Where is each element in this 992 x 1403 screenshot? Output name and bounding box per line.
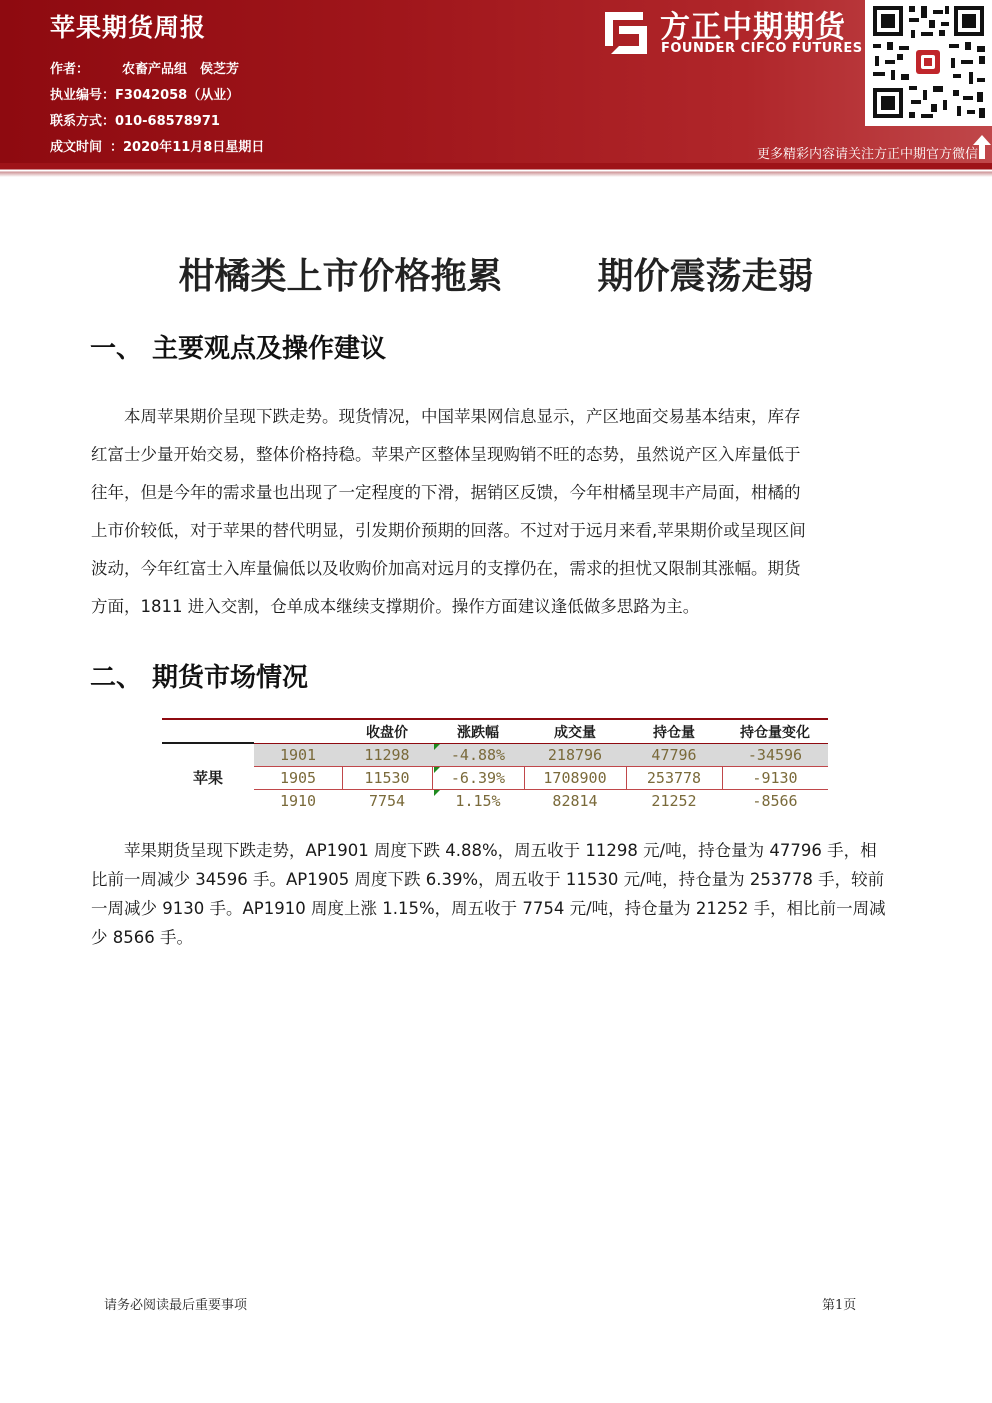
logo-chinese-name: 方正中期期货 xyxy=(660,10,846,45)
paragraph-line: 少 8566 手。 xyxy=(91,928,193,947)
table-cell-change: 1.15% xyxy=(455,792,501,810)
table-col-rule xyxy=(432,767,433,789)
paragraph-line: 波动，今年红富士入库量偏低以及收购价加高对远月的支撑仍在，需求的担忧又限制其涨幅。期货 xyxy=(91,559,801,578)
arrow-up-icon xyxy=(972,133,992,161)
header-divider xyxy=(0,163,992,177)
table-cell-close: 7754 xyxy=(368,792,406,810)
paragraph-line: 上市价较低，对于苹果的替代明显，引发期价预期的回落。不过对于远月来看,苹果期价或呈现区间 xyxy=(91,521,806,540)
table-cell-oi-change: -8566 xyxy=(752,792,798,810)
meta-contact xyxy=(50,110,220,129)
qr-code-icon xyxy=(865,0,992,126)
header-banner xyxy=(0,0,992,163)
section2-title: 期货市场情况 xyxy=(152,663,309,693)
paragraph-line: 比前一周减少 34596 手。AP1905 周度下跌 6.39%，周五收于 11530 元/吨，持仓量为 253778 手，较前 xyxy=(91,870,885,889)
page-title xyxy=(0,248,992,299)
section2-heading xyxy=(90,657,308,694)
page-number: 第1页 xyxy=(822,1298,857,1313)
meta-author xyxy=(50,58,239,77)
table-cell-volume: 82814 xyxy=(552,792,598,810)
follow-wechat-text: 更多精彩内容请关注方正中期官方微信 xyxy=(756,147,978,162)
table-cell-open-interest: 47796 xyxy=(651,746,697,764)
table-col-rule xyxy=(722,767,723,789)
table-cell-oi-change: -9130 xyxy=(752,769,798,787)
table-header-open-interest: 持仓量 xyxy=(653,725,695,741)
table-cell-close: 11298 xyxy=(364,746,410,764)
table-cell-volume: 218796 xyxy=(547,746,603,764)
meta-license-key: 执业编号： xyxy=(50,88,116,103)
table-header-change: 涨跌幅 xyxy=(457,725,499,741)
table-cell-contract: 1905 xyxy=(279,769,317,787)
meta-date xyxy=(50,136,264,155)
table-top-rule xyxy=(162,718,828,720)
paragraph-line: 往年，但是今年的需求量也出现了一定程度的下滑，据销区反馈，今年柑橘呈现丰产局面，柑橘的 xyxy=(91,483,801,502)
table-row-label: 苹果 xyxy=(192,769,223,787)
founder-logo-icon xyxy=(601,4,651,54)
meta-license xyxy=(50,84,239,103)
section2-number: 二、 xyxy=(90,663,143,693)
footer-disclaimer: 请务必阅读最后重要事项 xyxy=(104,1298,248,1313)
paragraph-line: 红富士少量开始交易，整体价格持稳。苹果产区整体呈现购销不旺的态势，虽然说产区入库量低于 xyxy=(91,445,801,464)
table-row xyxy=(254,744,828,766)
section1-title: 主要观点及操作建议 xyxy=(152,334,387,364)
table-header-close: 收盘价 xyxy=(366,725,408,741)
table-cell-oi-change: -34596 xyxy=(747,746,803,764)
section1-paragraph xyxy=(91,398,906,626)
futures-table xyxy=(162,718,828,812)
section1-heading xyxy=(90,328,386,365)
comment-marker-icon xyxy=(434,744,440,750)
page-title-part1: 柑橘类上市价格拖累 xyxy=(178,255,503,297)
paragraph-line: 一周减少 9130 手。AP1910 周度上涨 1.15%，周五收于 7754 元/吨，持仓量为 21252 手，相比前一周减 xyxy=(91,899,886,918)
table-col-rule xyxy=(342,767,343,789)
comment-marker-icon xyxy=(434,767,440,773)
paragraph-line: 本周苹果期价呈现下跌走势。现货情况，中国苹果网信息显示，产区地面交易基本结束，库存 xyxy=(91,407,801,426)
page-title-part2: 期价震荡走弱 xyxy=(597,255,814,297)
table-col-rule xyxy=(626,767,627,789)
meta-contact-value: 010-68578971 xyxy=(115,114,220,129)
paragraph-line: 苹果期货呈现下跌走势，AP1901 周度下跌 4.88%，周五收于 11298 元/吨，持仓量为 47796 手，相 xyxy=(91,841,877,860)
table-cell-change: -4.88% xyxy=(450,746,506,764)
table-cell-open-interest: 253778 xyxy=(646,769,702,787)
logo-english-name: FOUNDER CIFCO FUTURES xyxy=(661,41,863,56)
meta-contact-key: 联系方式： xyxy=(50,114,116,129)
table-row xyxy=(254,790,828,812)
meta-license-value: F3042058（从业） xyxy=(115,88,240,103)
meta-author-key: 作者： xyxy=(50,62,90,77)
meta-date-value: ：2020年11月8日星期日 xyxy=(110,140,265,155)
table-cell-change: -6.39% xyxy=(450,769,506,787)
table-cell-open-interest: 21252 xyxy=(651,792,697,810)
section1-number: 一、 xyxy=(90,334,143,364)
report-title: 苹果期货周报 xyxy=(50,13,207,42)
table-cell-contract: 1910 xyxy=(279,792,317,810)
section2-paragraph xyxy=(91,836,906,952)
paragraph-line: 方面，1811 进入交割，仓单成本继续支撑期价。操作方面建议逢低做多思路为主。 xyxy=(91,597,700,616)
table-cell-contract: 1901 xyxy=(279,746,317,764)
table-header-volume: 成交量 xyxy=(554,725,596,741)
table-cell-close: 11530 xyxy=(364,769,410,787)
table-col-rule xyxy=(524,767,525,789)
qr-code[interactable] xyxy=(865,0,992,126)
comment-marker-icon xyxy=(434,790,440,796)
meta-date-key: 成文时间 xyxy=(50,140,103,155)
table-header-oi-change: 持仓量变化 xyxy=(740,725,810,741)
meta-author-value: 农畜产品组 侯芝芳 xyxy=(122,62,240,77)
table-row xyxy=(254,767,828,789)
table-cell-volume: 1708900 xyxy=(543,769,607,787)
